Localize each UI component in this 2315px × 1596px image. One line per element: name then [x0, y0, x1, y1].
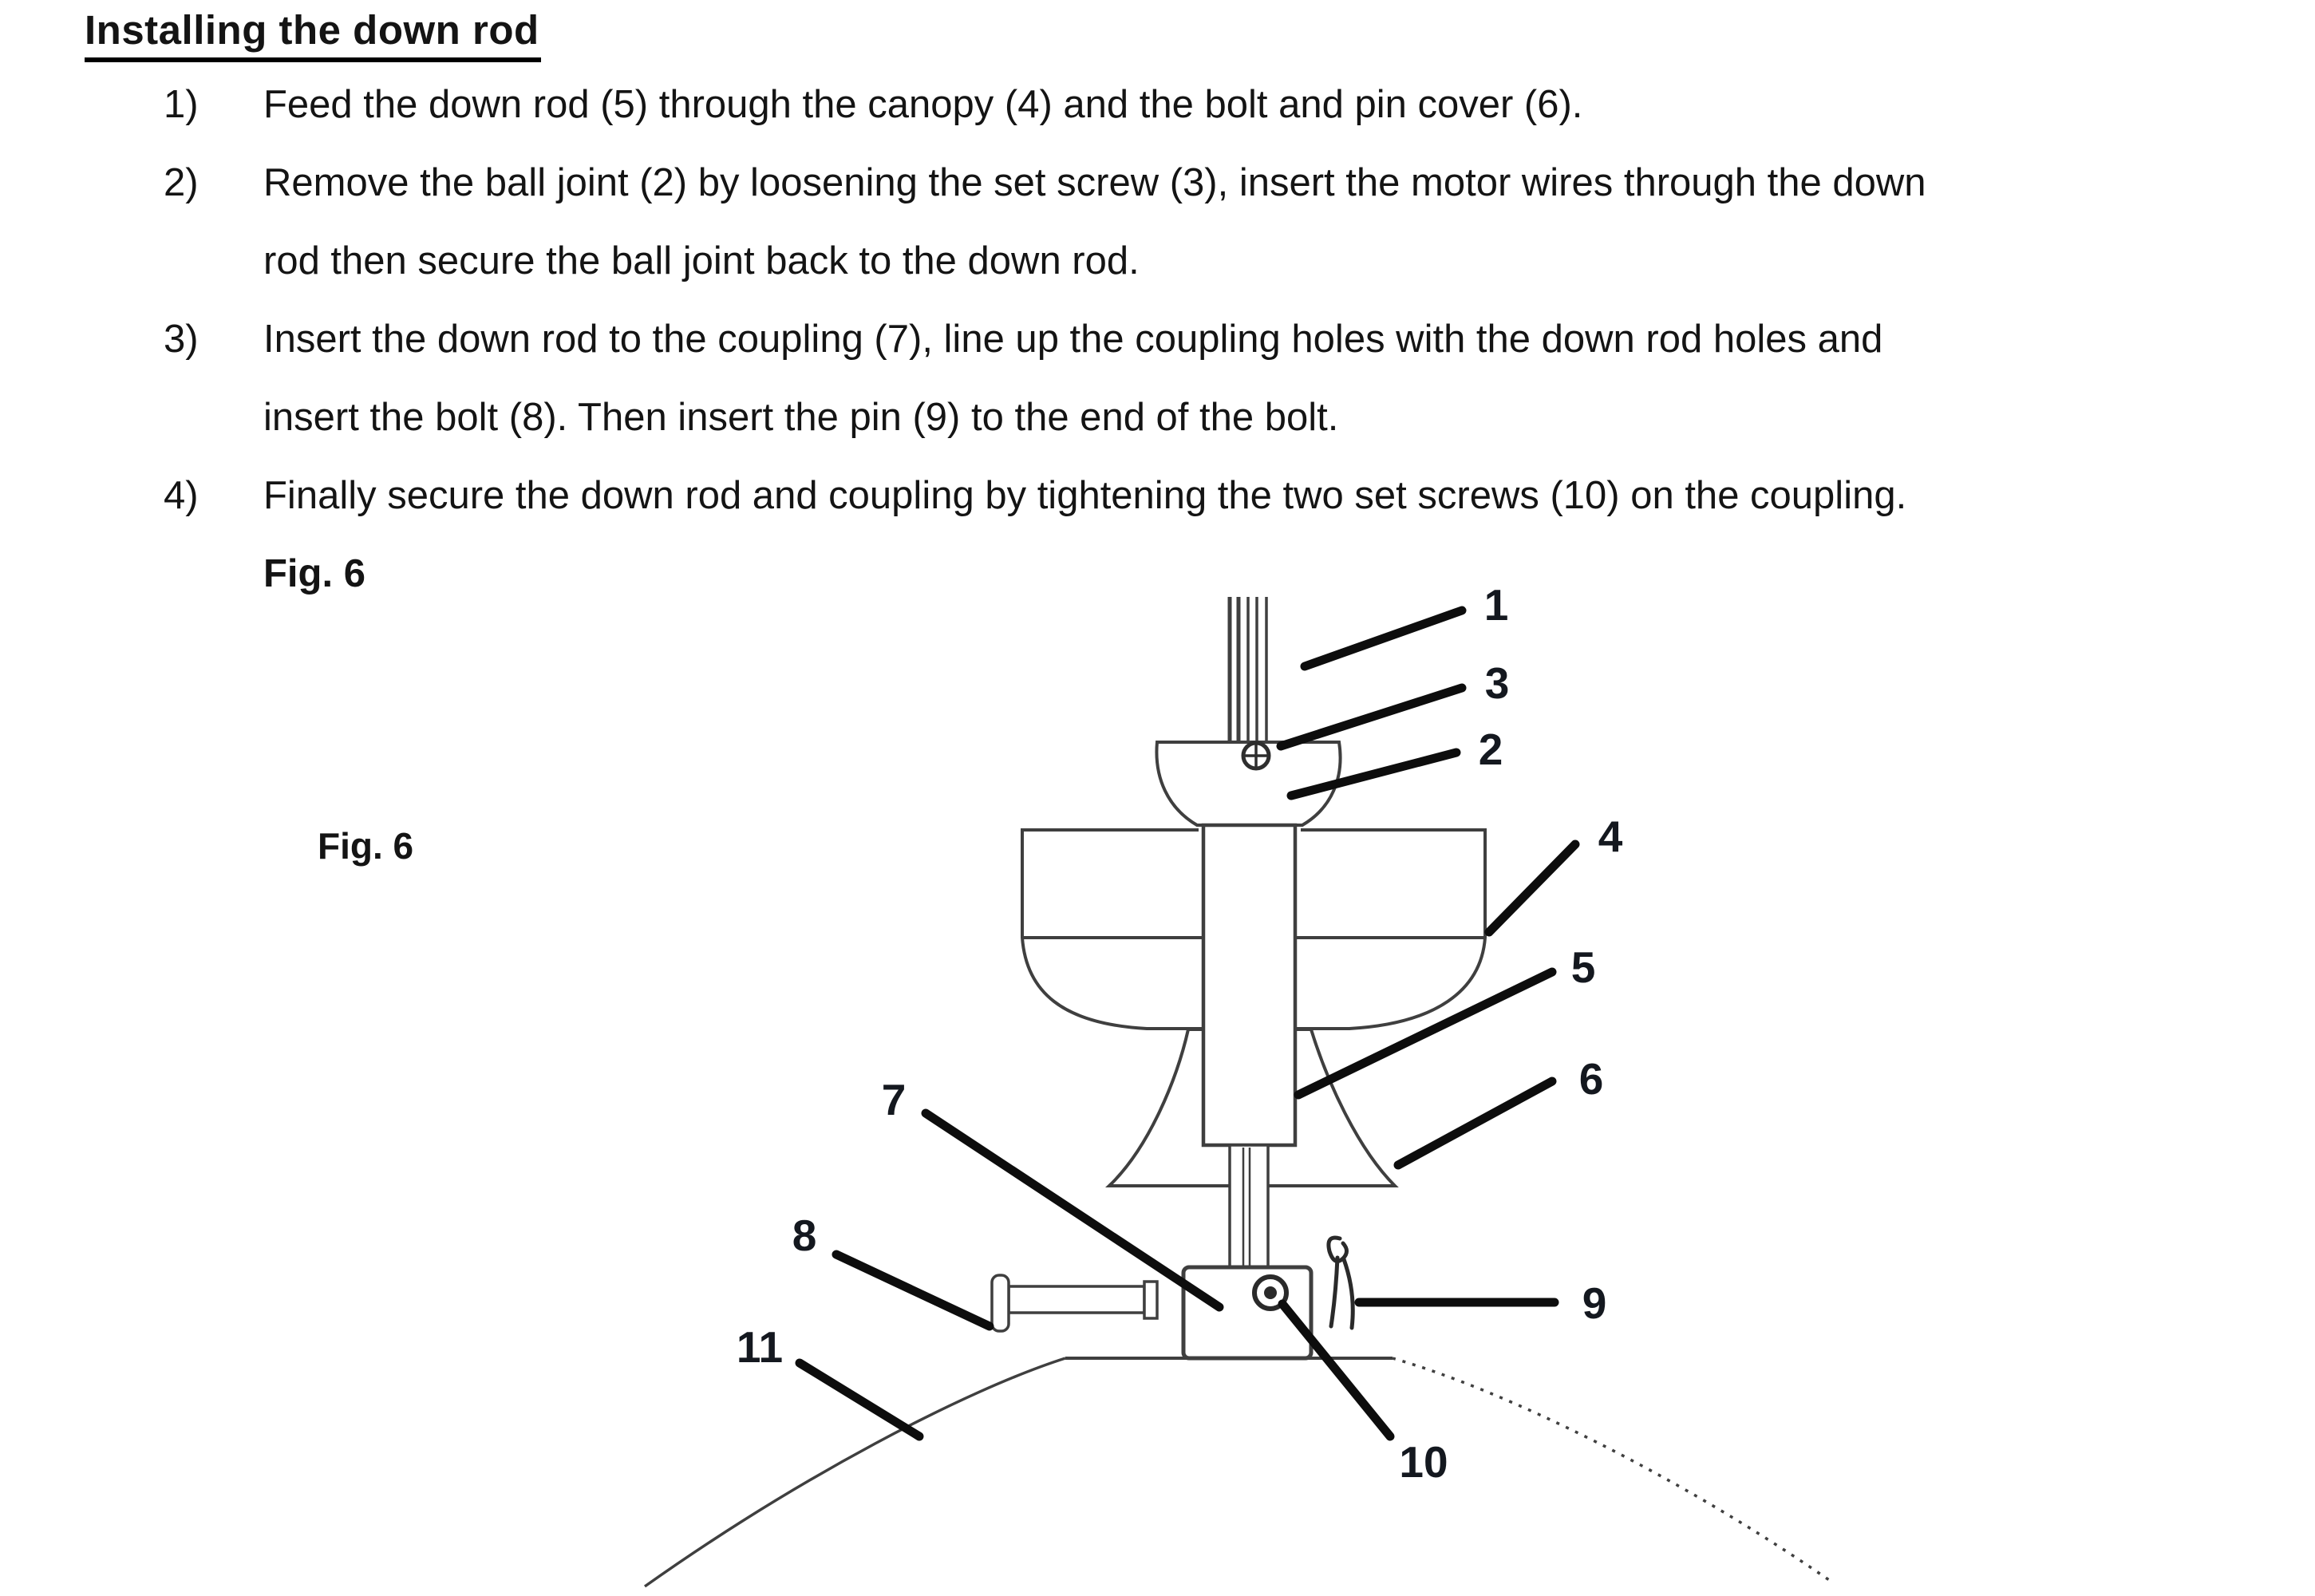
callout-5: 5 [1570, 942, 1596, 992]
figure-side-label: Fig. 6 [318, 825, 414, 867]
down-rod-lower-section [1230, 1145, 1268, 1277]
leader-line-11 [800, 1363, 919, 1436]
callout-7: 7 [881, 1075, 907, 1124]
callout-9: 9 [1582, 1278, 1607, 1328]
callout-10: 10 [1399, 1437, 1448, 1487]
motor-housing [645, 1358, 1831, 1586]
callout-4: 4 [1598, 812, 1623, 861]
step-line: Remove the ball joint (2) by loosening the set screw (3), insert the motor wires through the down [263, 161, 1926, 204]
callout-2: 2 [1478, 725, 1503, 774]
ball-joint [1156, 741, 1340, 825]
callout-3: 3 [1484, 658, 1510, 708]
step-number: 4) [164, 474, 199, 517]
leader-line-6 [1398, 1081, 1552, 1165]
step-line: Finally secure the down rod and coupling by tightening the two set screws (10) on the coupling. [263, 474, 1907, 517]
step-line: Feed the down rod (5) through the canopy (4) and the bolt and pin cover (6). [263, 83, 1583, 126]
set-screw-3-icon [1242, 741, 1270, 770]
step-line: insert the bolt (8). Then insert the pin (9) to the end of the bolt. [263, 396, 1339, 439]
motor-wires [1230, 597, 1266, 749]
step-number: 1) [164, 83, 199, 126]
callout-11: 11 [736, 1322, 784, 1372]
callout-8: 8 [792, 1211, 817, 1260]
leader-line-4 [1489, 844, 1575, 932]
cotter-pin [1329, 1238, 1353, 1328]
down-rod [1203, 825, 1295, 1145]
step-line: Insert the down rod to the coupling (7), line up the coupling holes with the down rod holes and [263, 318, 1883, 361]
leader-line-3 [1281, 688, 1462, 746]
step-number: 2) [164, 161, 199, 204]
figure-caption: Fig. 6 [263, 552, 365, 595]
step-line: rod then secure the ball joint back to the down rod. [263, 239, 1140, 282]
leader-line-10 [1282, 1304, 1390, 1436]
leader-line-1 [1305, 610, 1462, 666]
step-number: 3) [164, 318, 199, 361]
callout-6: 6 [1578, 1054, 1604, 1104]
callout-labels [737, 580, 1623, 1487]
motor-housing-right-arc [1393, 1358, 1831, 1582]
callout-1: 1 [1483, 580, 1509, 630]
page-title: Installing the down rod [85, 6, 541, 62]
bolt [992, 1275, 1157, 1331]
leader-line-8 [836, 1254, 990, 1326]
